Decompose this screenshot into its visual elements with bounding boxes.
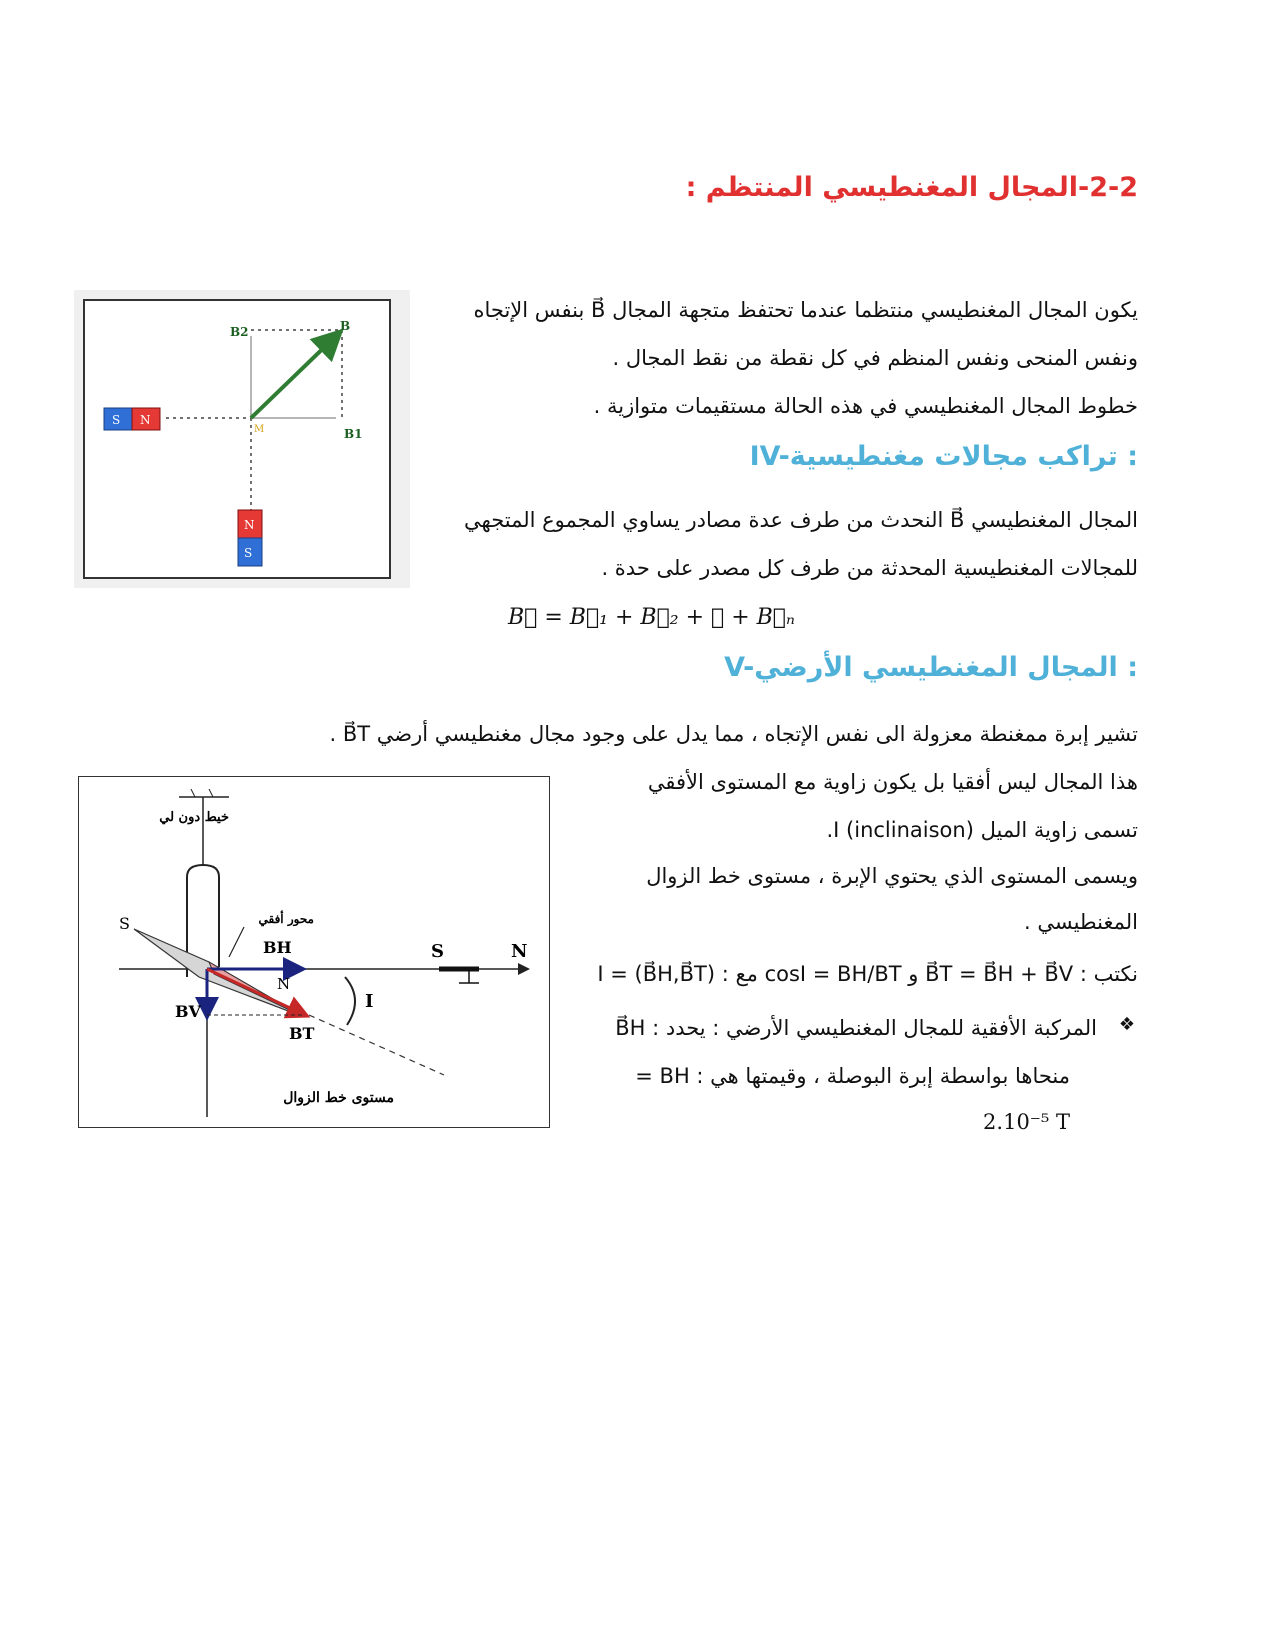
label-n-compass: N — [511, 941, 528, 962]
label-bt: BT — [289, 1024, 315, 1043]
uniform-field-figure — [74, 290, 410, 588]
inclination-arc — [345, 977, 355, 1025]
paragraph-line: تشير إبرة ممغنطة معزولة الى نفس الإتجاه ، مما يدل على وجود مجال مغنطيسي أرضي B⃗T . — [329, 722, 1138, 746]
label-meridian-plane: مستوى خط الزوال — [283, 1090, 394, 1106]
label-s-needle: S — [119, 914, 130, 933]
label-horizontal-axis: محور أفقي — [258, 912, 314, 926]
bt-vector — [207, 969, 305, 1015]
label-magnet-s: S — [244, 546, 253, 560]
paragraph-line: خطوط المجال المغنطيسي في هذه الحالة مستقيمات متوازية . — [593, 394, 1138, 418]
heading-superposition: IV-تراكب مجالات مغنطيسية : — [749, 441, 1138, 472]
heading-uniform-field: 2-2-المجال المغنطيسي المنتظم : — [685, 172, 1138, 203]
paragraph-line: المغنطيسي . — [1024, 910, 1138, 934]
label-n-needle: N — [277, 975, 291, 993]
bullet-marker: ❖ — [1118, 1014, 1135, 1035]
label-magnet-s: S — [112, 413, 121, 427]
paragraph-line: المجال المغنطيسي B⃗ النحدث من طرف عدة مصادر يساوي المجموع المتجهي — [464, 508, 1138, 532]
bh-value: 2.10⁻⁵ T — [983, 1110, 1070, 1134]
label-m: M — [254, 424, 265, 435]
label-magnet-n: N — [244, 518, 255, 532]
label-magnet-n: N — [140, 413, 151, 427]
paragraph-line: ويسمى المستوى الذي يحتوي الإبرة ، مستوى خط الزوال — [646, 864, 1138, 888]
label-b: B — [340, 319, 351, 333]
label-s-compass: S — [431, 941, 444, 962]
paragraph-line: ونفس المنحى ونفس المنظم في كل نقطة من نقط المجال . — [612, 346, 1138, 370]
paragraph-line: تسمى زاوية الميل I (inclinaison). — [826, 818, 1138, 842]
axis-pointer — [229, 927, 244, 957]
label-i: I — [365, 991, 374, 1012]
bullet-line: منحاها بواسطة إبرة البوصلة ، وقيمتها هي : BH = — [635, 1064, 1070, 1088]
paragraph-line: هذا المجال ليس أفقيا بل يكون زاوية مع المستوى الأفقي — [647, 770, 1138, 794]
label-bv: BV — [175, 1002, 201, 1021]
heading-earth-field: V-المجال المغنطيسي الأرضي : — [724, 652, 1138, 683]
paragraph-line: للمجالات المغنطيسية المحدثة من طرف كل مصدر على حدة . — [601, 556, 1138, 580]
meridian-plane-line — [309, 1015, 444, 1075]
label-thread: خيط دون لي — [159, 810, 229, 825]
superposition-formula: B⃗ = B⃗₁ + B⃗₂ + ⋯ + B⃗ₙ — [508, 605, 795, 630]
earth-field-diagram — [79, 777, 548, 1126]
earth-field-figure — [78, 776, 550, 1128]
bullet-line: B⃗H : المركبة الأفقية للمجال المغنطيسي الأرضي : يحدد — [615, 1016, 1097, 1040]
support-mark — [191, 789, 195, 797]
paragraph-line: نكتب : B⃗T = B⃗H + B⃗V و cosI = BH/BT مع : I = (B⃗H,B⃗T) — [597, 962, 1138, 986]
label-bh: BH — [263, 938, 292, 957]
support-mark — [209, 789, 213, 797]
label-b2: B2 — [230, 325, 249, 339]
uniform-field-diagram — [74, 290, 410, 588]
label-b1: B1 — [344, 427, 363, 441]
paragraph-line: يكون المجال المغنطيسي منتظما عندما تحتفظ متجهة المجال B⃗ بنفس الإتجاه — [473, 298, 1138, 322]
